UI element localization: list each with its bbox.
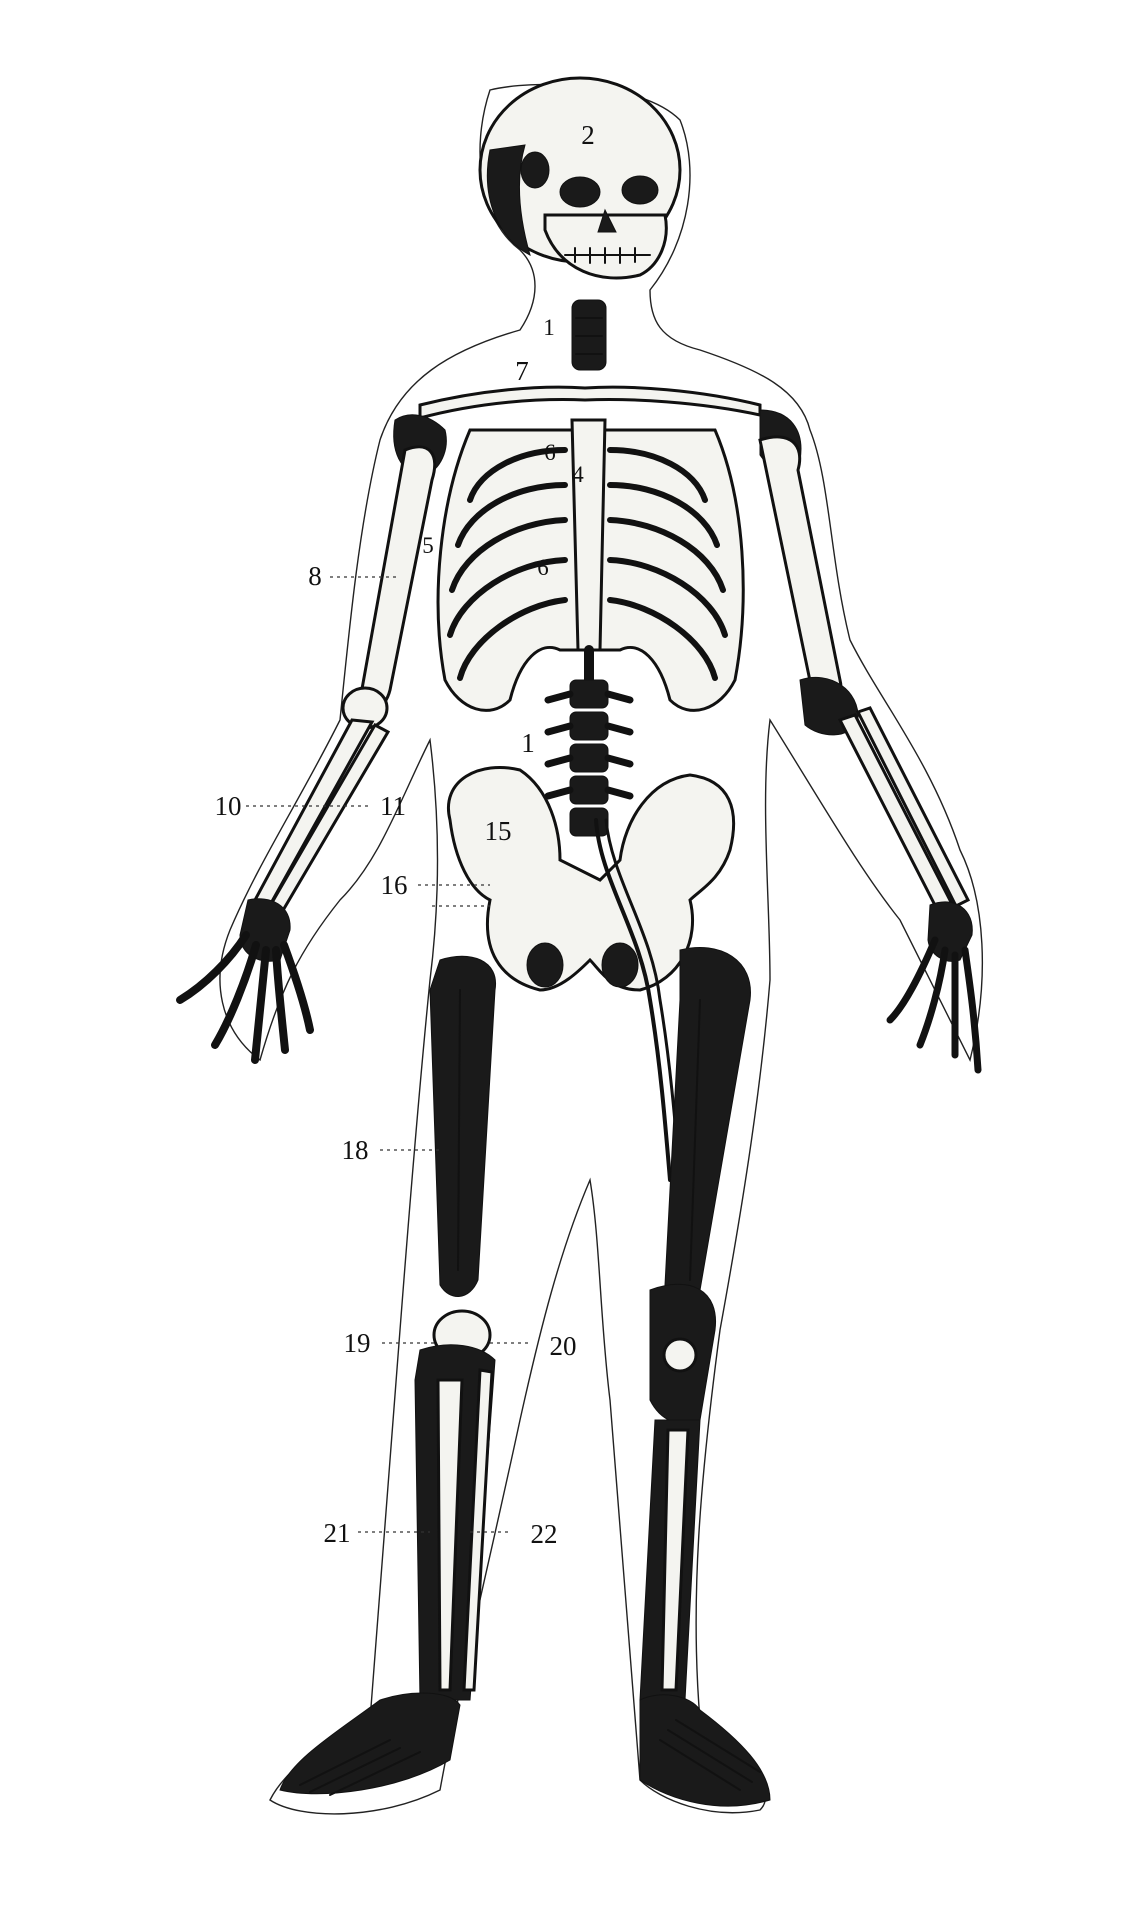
label-tibia: 21 (323, 1518, 351, 1548)
label-ulna: 11 (380, 791, 406, 821)
label-radius: 10 (214, 791, 242, 821)
arm-right (180, 447, 435, 1060)
cervical-spine (572, 300, 606, 370)
label-patella: 20 (549, 1331, 577, 1361)
label-sternum: 4 (572, 462, 584, 487)
label-ilium: 15 (484, 816, 512, 846)
label-cervical-vertebrae: 1 (543, 315, 555, 340)
rib-cage (438, 420, 743, 710)
label-rib-upper: 6 (544, 440, 556, 465)
label-rib-lower: 6 (537, 555, 549, 580)
skull (480, 78, 680, 278)
leg-right (280, 956, 496, 1795)
label-clavicle: 7 (515, 356, 529, 386)
label-knee: 19 (343, 1328, 371, 1358)
arm-left (760, 437, 978, 1070)
label-femur: 18 (341, 1135, 369, 1165)
label-humerus: 8 (308, 561, 322, 591)
label-fibula: 22 (530, 1519, 558, 1549)
label-pelvis: 16 (380, 870, 408, 900)
label-skull: 2 (581, 120, 595, 150)
lumbar-spine (548, 680, 630, 836)
label-ribs: 5 (422, 533, 434, 558)
label-lumbar-vertebrae: 1 (521, 728, 535, 758)
